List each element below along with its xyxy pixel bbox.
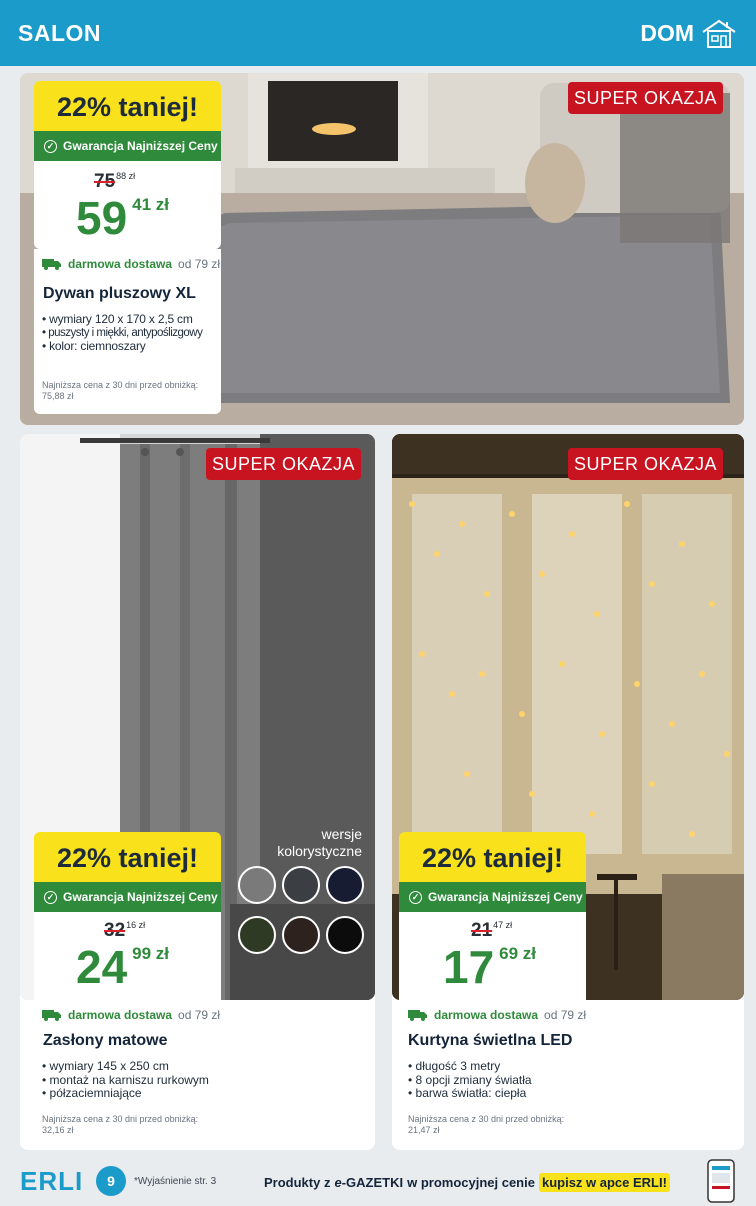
super-deal-badge: SUPER OKAZJA bbox=[206, 448, 361, 480]
color-versions-label: wersje kolorystyczne bbox=[277, 826, 362, 859]
truck-icon bbox=[42, 258, 62, 270]
color-swatch-navy[interactable] bbox=[326, 866, 364, 904]
product-title: Zasłony matowe bbox=[43, 1032, 168, 1049]
lowest-price-note: Najniższa cena z 30 dni przed obniżką: 75,88 zł bbox=[42, 380, 199, 401]
section-title: SALON bbox=[18, 20, 101, 46]
check-icon: ✓ bbox=[44, 891, 57, 904]
product-title: Kurtyna świetlna LED bbox=[408, 1032, 573, 1049]
feature-item: • wymiary 145 x 250 cm bbox=[42, 1059, 169, 1073]
new-price: 17 69 zł bbox=[443, 941, 537, 993]
color-swatch-olive[interactable] bbox=[238, 916, 276, 954]
guarantee-badge bbox=[34, 882, 221, 912]
house-icon bbox=[700, 18, 738, 50]
product-features bbox=[408, 1060, 708, 1101]
discount-badge: 22% taniej! bbox=[34, 81, 221, 131]
delivery-info: darmowa dostawa od 79 zł bbox=[42, 1008, 220, 1022]
color-swatch-gray[interactable] bbox=[238, 866, 276, 904]
truck-icon bbox=[408, 1009, 428, 1021]
page-number: 9 bbox=[96, 1166, 126, 1196]
footnote: *Wyjaśnienie str. 3 bbox=[134, 1176, 217, 1187]
price-box bbox=[34, 912, 221, 1000]
delivery-info: darmowa dostawa od 79 zł bbox=[408, 1008, 586, 1022]
color-swatch-graphite[interactable] bbox=[282, 866, 320, 904]
truck-icon bbox=[42, 1009, 62, 1021]
promo-highlight: kupisz w apce ERLI! bbox=[539, 1173, 670, 1192]
check-icon: ✓ bbox=[409, 891, 422, 904]
super-deal-badge: SUPER OKAZJA bbox=[568, 82, 723, 114]
discount-badge: 22% taniej! bbox=[34, 832, 221, 882]
phone-icon bbox=[704, 1158, 738, 1204]
feature-item: • kolor: ciemnoszary bbox=[42, 339, 146, 353]
delivery-info: darmowa dostawa od 79 zł bbox=[42, 257, 220, 271]
promo-line: Produkty z e-GAZETKI w promocyjnej cenie kupisz w apce ERLI! bbox=[264, 1173, 670, 1192]
new-price: 59 41 zł bbox=[76, 192, 170, 244]
category-title: DOM bbox=[640, 20, 694, 46]
guarantee-label: Gwarancja Najniższej Ceny bbox=[63, 890, 218, 904]
page-footer bbox=[0, 1158, 756, 1206]
guarantee-label: Gwarancja Najniższej Ceny bbox=[63, 139, 218, 153]
color-swatch-black[interactable] bbox=[326, 916, 364, 954]
feature-item: • półzaciemniające bbox=[42, 1086, 142, 1100]
product-features bbox=[42, 313, 221, 354]
guarantee-label: Gwarancja Najniższej Ceny bbox=[428, 890, 583, 904]
price-box bbox=[34, 161, 221, 249]
feature-item: • barwa światła: ciepła bbox=[408, 1086, 527, 1100]
old-price: $75^{88 zł}$ bbox=[94, 171, 136, 192]
lowest-price-note: Najniższa cena z 30 dni przed obniżką: 21,47 zł bbox=[408, 1114, 565, 1135]
feature-item: • puszysty i miękki, antypoślizgowy bbox=[42, 326, 203, 339]
product-title: Dywan pluszowy XL bbox=[43, 285, 196, 302]
color-swatch-brown[interactable] bbox=[282, 916, 320, 954]
new-price: 24 99 zł bbox=[76, 941, 170, 993]
check-icon: ✓ bbox=[44, 140, 57, 153]
feature-item: • 8 opcji zmiany światła bbox=[408, 1072, 532, 1087]
product-features bbox=[42, 1060, 342, 1101]
feature-item: • długość 3 metry bbox=[408, 1059, 501, 1073]
guarantee-badge bbox=[399, 882, 586, 912]
feature-item: • wymiary 120 x 170 x 2,5 cm bbox=[42, 312, 193, 326]
lowest-price-note: Najniższa cena z 30 dni przed obniżką: 32,16 zł bbox=[42, 1114, 199, 1135]
discount-badge: 22% taniej! bbox=[399, 832, 586, 882]
page-header bbox=[0, 0, 756, 66]
super-deal-badge: SUPER OKAZJA bbox=[568, 448, 723, 480]
product-info-rug bbox=[34, 249, 221, 414]
feature-item: • montaż na karniszu rurkowym bbox=[42, 1072, 209, 1087]
guarantee-badge bbox=[34, 131, 221, 161]
egazetki-logo: e-GAZETKI bbox=[334, 1175, 404, 1190]
old-price: $32^{16 zł}$ bbox=[104, 920, 146, 941]
price-box bbox=[399, 912, 586, 1000]
erli-logo: ERLI bbox=[20, 1166, 84, 1196]
old-price: $21^{47 zł}$ bbox=[471, 920, 513, 941]
